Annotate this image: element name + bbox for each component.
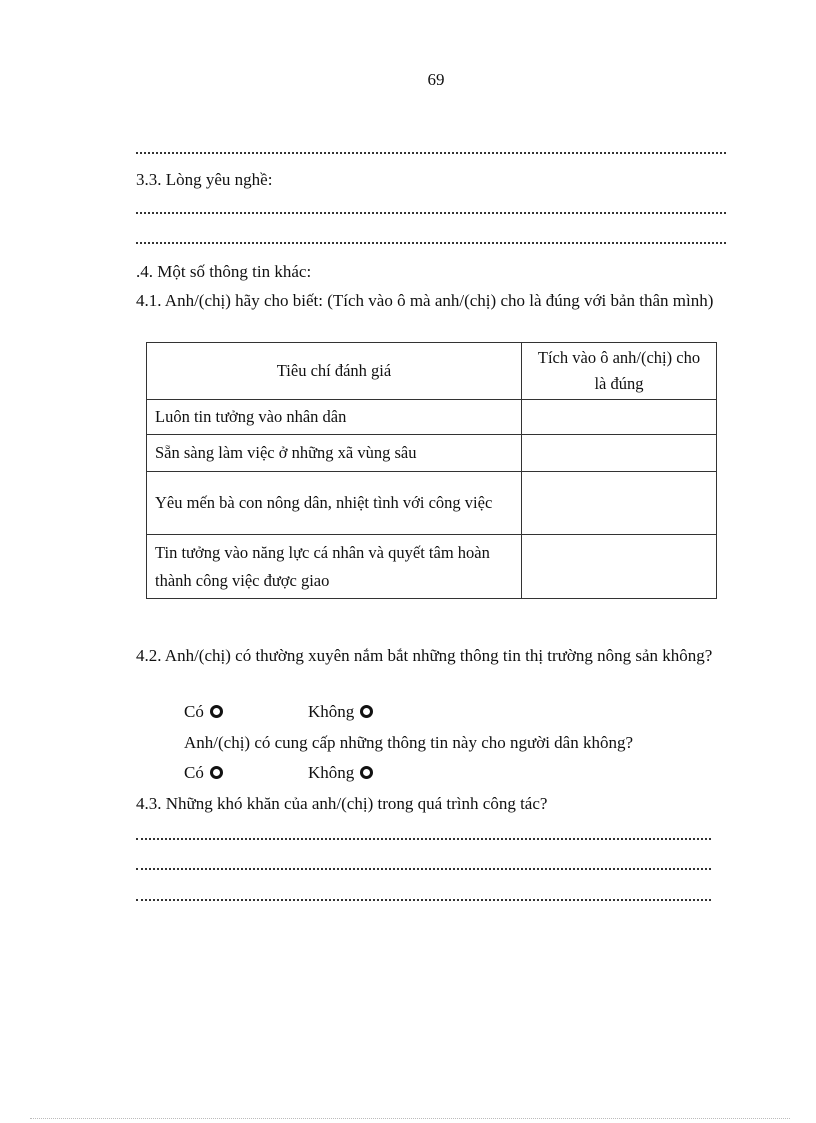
radio-icon[interactable] bbox=[360, 766, 373, 779]
criteria-cell: Luôn tin tưởng vào nhân dân bbox=[147, 400, 522, 435]
table-header-row bbox=[147, 343, 717, 400]
answer-line[interactable] bbox=[136, 838, 711, 840]
no-label: Không bbox=[308, 702, 355, 721]
checkbox-cell[interactable] bbox=[522, 435, 717, 472]
yes-option-1[interactable] bbox=[184, 702, 223, 722]
header-criteria: Tiêu chí đánh giá bbox=[147, 343, 522, 400]
section-3-3-title: 3.3. Lòng yêu nghề: bbox=[136, 170, 273, 189]
yes-option-2[interactable] bbox=[184, 763, 223, 783]
checkbox-cell[interactable] bbox=[522, 472, 717, 535]
criteria-table bbox=[146, 342, 717, 599]
answer-line[interactable] bbox=[136, 868, 711, 870]
page-number: 69 bbox=[427, 70, 445, 89]
question-4-1: 4.1. Anh/(chị) hãy cho biết: (Tích vào ô mà anh/(chị) cho là đúng với bản thân mình) bbox=[136, 291, 714, 310]
table-row bbox=[147, 472, 717, 535]
header-check: Tích vào ô anh/(chị) cho là đúng bbox=[522, 343, 717, 400]
question-4-2: 4.2. Anh/(chị) có thường xuyên nắm bắt những thông tin thị trường nông sản không? bbox=[136, 646, 713, 665]
section-4-title: .4. Một số thông tin khác: bbox=[136, 262, 312, 281]
answer-line[interactable] bbox=[136, 242, 726, 244]
answer-line[interactable] bbox=[136, 899, 711, 901]
yes-label: Có bbox=[184, 763, 204, 782]
criteria-cell: Yêu mến bà con nông dân, nhiệt tình với công việc bbox=[147, 472, 522, 535]
criteria-cell: Sẵn sàng làm việc ở những xã vùng sâu bbox=[147, 435, 522, 472]
answer-line[interactable] bbox=[136, 212, 726, 214]
yes-label: Có bbox=[184, 702, 204, 721]
no-option-2[interactable] bbox=[308, 763, 373, 783]
checkbox-cell[interactable] bbox=[522, 535, 717, 599]
no-label: Không bbox=[308, 763, 355, 782]
table-row bbox=[147, 535, 717, 599]
criteria-cell: Tin tưởng vào năng lực cá nhân và quyết tâm hoàn thành công việc được giao bbox=[147, 535, 522, 599]
question-4-3: 4.3. Những khó khăn của anh/(chị) trong quá trình công tác? bbox=[136, 794, 548, 813]
sub-question-4-2: Anh/(chị) có cung cấp những thông tin này cho người dân không? bbox=[184, 733, 634, 752]
answer-line[interactable] bbox=[136, 152, 726, 154]
radio-icon[interactable] bbox=[210, 705, 223, 718]
page-bottom-border bbox=[30, 1118, 790, 1119]
no-option-1[interactable] bbox=[308, 702, 373, 722]
radio-icon[interactable] bbox=[360, 705, 373, 718]
checkbox-cell[interactable] bbox=[522, 400, 717, 435]
table-row bbox=[147, 435, 717, 472]
radio-icon[interactable] bbox=[210, 766, 223, 779]
table-row bbox=[147, 400, 717, 435]
